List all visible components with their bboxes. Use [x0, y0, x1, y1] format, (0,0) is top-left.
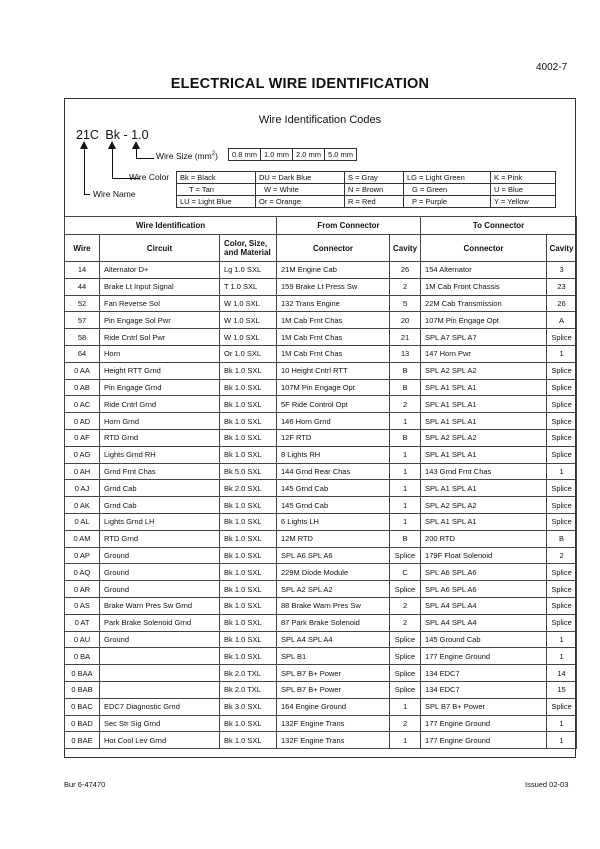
- wire-color-label: Wire Color: [129, 172, 170, 182]
- cell-wire: 0 AJ: [65, 480, 100, 497]
- cell-from-cavity: 1: [390, 446, 421, 463]
- cell-circuit: Height RTT Grnd: [100, 362, 220, 379]
- cell-to-cavity: 3: [547, 262, 577, 279]
- cell-circuit: Ground: [100, 564, 220, 581]
- table-row: [65, 379, 577, 396]
- cell-wire: 57: [65, 312, 100, 329]
- col-header-from-cavity: Cavity: [390, 235, 421, 262]
- table-row: [65, 597, 577, 614]
- cell-color-size: Bk 1.0 SXL: [220, 597, 277, 614]
- cell-color-size: Lg 1.0 SXL: [220, 262, 277, 279]
- cell-to-connector: 134 EDC7: [421, 681, 547, 698]
- cell-from-cavity: 1: [390, 698, 421, 715]
- cell-to-connector: SPL A1 SPL A1: [421, 379, 547, 396]
- cell-from-connector: 132 Trans Engine: [277, 295, 390, 312]
- cell-circuit: Alternator D+: [100, 262, 220, 279]
- cell-wire: 64: [65, 345, 100, 362]
- cell-wire: 44: [65, 278, 100, 295]
- cell-circuit: RTD Grnd: [100, 429, 220, 446]
- cell-circuit: Ground: [100, 631, 220, 648]
- cell-wire: 0 BAA: [65, 665, 100, 682]
- cell-circuit: [100, 648, 220, 665]
- cell-to-connector: SPL A2 SPL A2: [421, 497, 547, 514]
- cell-from-cavity: 2: [390, 396, 421, 413]
- cell-to-connector: SPL A1 SPL A1: [421, 396, 547, 413]
- cell-from-connector: 1M Cab Frnt Chas: [277, 312, 390, 329]
- cell-from-cavity: 20: [390, 312, 421, 329]
- table-row: [65, 631, 577, 648]
- cell-color-size: T 1.0 SXL: [220, 278, 277, 295]
- table-row: [65, 732, 577, 749]
- col-header-wire: Wire: [65, 235, 100, 262]
- cell-from-connector: SPL B7 B+ Power: [277, 665, 390, 682]
- cell-from-cavity: 1: [390, 513, 421, 530]
- cell-from-cavity: B: [390, 362, 421, 379]
- footer-document-number: Bur 6-47470: [64, 780, 106, 789]
- cell-from-connector: 12M RTD: [277, 530, 390, 547]
- table-row: [65, 278, 577, 295]
- group-header-wire-id: Wire Identification: [65, 217, 277, 235]
- cell-to-cavity: Splice: [547, 480, 577, 497]
- cell-to-cavity: 15: [547, 681, 577, 698]
- cell-from-connector: 10 Height Cntrl RTT: [277, 362, 390, 379]
- size-cell: 1.0 mm: [261, 149, 293, 161]
- cell-wire: 0 AD: [65, 413, 100, 430]
- col-header-to-connector: Connector: [421, 235, 547, 262]
- cell-to-connector: 177 Engine Ground: [421, 732, 547, 749]
- cell-to-connector: SPL A4 SPL A4: [421, 614, 547, 631]
- cell-to-connector: SPL A1 SPL A1: [421, 446, 547, 463]
- cell-circuit: Hot Cool Lev Grnd: [100, 732, 220, 749]
- cell-wire: 0 AH: [65, 463, 100, 480]
- col-header-color-size: Color, Size, and Material: [220, 235, 277, 262]
- cell-to-cavity: Splice: [547, 698, 577, 715]
- cell-circuit: [100, 681, 220, 698]
- color-cell: P = Purple: [404, 196, 491, 208]
- cell-circuit: Brake Warn Pres Sw Grnd: [100, 597, 220, 614]
- cell-from-cavity: 2: [390, 597, 421, 614]
- cell-color-size: W 1.0 SXL: [220, 329, 277, 346]
- cell-color-size: Bk 1.0 SXL: [220, 547, 277, 564]
- table-row: [65, 312, 577, 329]
- cell-color-size: Bk 1.0 SXL: [220, 513, 277, 530]
- cell-wire: 0 AK: [65, 497, 100, 514]
- cell-from-cavity: C: [390, 564, 421, 581]
- cell-from-cavity: B: [390, 429, 421, 446]
- cell-to-cavity: Splice: [547, 429, 577, 446]
- cell-color-size: Bk 1.0 SXL: [220, 530, 277, 547]
- cell-color-size: Bk 1.0 SXL: [220, 648, 277, 665]
- cell-wire: 0 BAE: [65, 732, 100, 749]
- cell-from-cavity: 1: [390, 497, 421, 514]
- cell-to-connector: 1M Cab Front Chassis: [421, 278, 547, 295]
- cell-color-size: W 1.0 SXL: [220, 295, 277, 312]
- cell-wire: 0 AS: [65, 597, 100, 614]
- cell-color-size: Bk 1.0 SXL: [220, 497, 277, 514]
- cell-from-connector: 145 Grnd Cab: [277, 480, 390, 497]
- cell-circuit: Pin Engage Grnd: [100, 379, 220, 396]
- cell-circuit: Fan Reverse Sol: [100, 295, 220, 312]
- cell-to-cavity: Splice: [547, 396, 577, 413]
- cell-from-cavity: 13: [390, 345, 421, 362]
- table-row: [65, 715, 577, 732]
- cell-from-cavity: Splice: [390, 665, 421, 682]
- cell-wire: 0 AF: [65, 429, 100, 446]
- cell-from-cavity: 1: [390, 463, 421, 480]
- cell-wire: 0 BAB: [65, 681, 100, 698]
- color-cell: K = Pink: [491, 172, 556, 184]
- cell-to-cavity: 1: [547, 732, 577, 749]
- cell-to-connector: SPL A2 SPL A2: [421, 429, 547, 446]
- size-cell: 0.8 mm: [229, 149, 261, 161]
- cell-circuit: Park Brake Solenoid Grnd: [100, 614, 220, 631]
- cell-from-cavity: 21: [390, 329, 421, 346]
- cell-from-connector: SPL B1: [277, 648, 390, 665]
- color-cell: Bk = Black: [177, 172, 256, 184]
- cell-from-cavity: B: [390, 379, 421, 396]
- cell-from-cavity: Splice: [390, 631, 421, 648]
- cell-to-cavity: 26: [547, 295, 577, 312]
- cell-wire: 0 AA: [65, 362, 100, 379]
- wire-identification-table: [64, 216, 577, 749]
- cell-from-connector: SPL A6 SPL A6: [277, 547, 390, 564]
- arrow-head-size-icon: [132, 141, 140, 149]
- cell-to-cavity: Splice: [547, 581, 577, 598]
- color-cell: U = Blue: [491, 184, 556, 196]
- arrow-head-name-icon: [80, 141, 88, 149]
- cell-from-connector: 229M Diode Module: [277, 564, 390, 581]
- cell-to-cavity: 1: [547, 648, 577, 665]
- table-row: [65, 513, 577, 530]
- cell-color-size: Bk 1.0 SXL: [220, 715, 277, 732]
- cell-color-size: Bk 1.0 SXL: [220, 581, 277, 598]
- cell-wire: 0 AP: [65, 547, 100, 564]
- cell-from-connector: 132F Engine Trans: [277, 732, 390, 749]
- cell-to-cavity: Splice: [547, 379, 577, 396]
- example-name-part: 21C: [76, 128, 99, 142]
- col-header-from-connector: Connector: [277, 235, 390, 262]
- color-cell: S = Gray: [345, 172, 404, 184]
- cell-circuit: Lights Grnd LH: [100, 513, 220, 530]
- cell-wire: 0 AG: [65, 446, 100, 463]
- cell-to-cavity: 23: [547, 278, 577, 295]
- cell-circuit: Grnd Cab: [100, 497, 220, 514]
- cell-from-cavity: 1: [390, 480, 421, 497]
- cell-to-cavity: Splice: [547, 413, 577, 430]
- cell-circuit: Grnd Cab: [100, 480, 220, 497]
- cell-from-connector: SPL A4 SPL A4: [277, 631, 390, 648]
- cell-to-cavity: B: [547, 530, 577, 547]
- cell-to-connector: 177 Engine Ground: [421, 715, 547, 732]
- cell-to-connector: SPL A1 SPL A1: [421, 413, 547, 430]
- cell-to-cavity: 1: [547, 345, 577, 362]
- cell-circuit: Ride Cntrl Grnd: [100, 396, 220, 413]
- color-cell: N = Brown: [345, 184, 404, 196]
- cell-to-connector: 179F Float Solenoid: [421, 547, 547, 564]
- table-row: [65, 614, 577, 631]
- col-header-circuit: Circuit: [100, 235, 220, 262]
- cell-from-cavity: Splice: [390, 547, 421, 564]
- cell-to-connector: 147 Horn Pwr: [421, 345, 547, 362]
- cell-wire: 0 AU: [65, 631, 100, 648]
- cell-to-connector: 143 Grnd Frnt Chas: [421, 463, 547, 480]
- table-row: [65, 429, 577, 446]
- cell-from-cavity: 26: [390, 262, 421, 279]
- cell-to-cavity: A: [547, 312, 577, 329]
- table-row: [65, 698, 577, 715]
- cell-from-cavity: Splice: [390, 648, 421, 665]
- cell-from-cavity: Splice: [390, 581, 421, 598]
- cell-to-cavity: 1: [547, 463, 577, 480]
- cell-from-connector: 107M Pin Engage Opt: [277, 379, 390, 396]
- cell-to-cavity: 14: [547, 665, 577, 682]
- cell-wire: 0 AR: [65, 581, 100, 598]
- cell-to-connector: 154 Alternator: [421, 262, 547, 279]
- cell-wire: 0 AC: [65, 396, 100, 413]
- cell-from-connector: 144 Grnd Rear Chas: [277, 463, 390, 480]
- cell-from-connector: 132F Engine Trans: [277, 715, 390, 732]
- example-size-part: 1.0: [131, 128, 149, 142]
- arrow-size-stem: [136, 148, 137, 158]
- cell-wire: 14: [65, 262, 100, 279]
- arrow-color-stem: [112, 148, 113, 178]
- cell-from-cavity: 2: [390, 614, 421, 631]
- arrow-name-line: [84, 194, 90, 195]
- table-row: [65, 480, 577, 497]
- cell-to-cavity: 1: [547, 715, 577, 732]
- cell-to-connector: 145 Ground Cab: [421, 631, 547, 648]
- wire-code-legend: [64, 98, 576, 216]
- table-row: [65, 446, 577, 463]
- color-cell: Y = Yellow: [491, 196, 556, 208]
- cell-from-connector: 1M Cab Frnt Chas: [277, 329, 390, 346]
- color-cell: T = Tan: [177, 184, 256, 196]
- group-header-from: From Connector: [277, 217, 421, 235]
- cell-from-connector: 146 Horn Grnd: [277, 413, 390, 430]
- cell-to-cavity: Splice: [547, 564, 577, 581]
- cell-wire: 0 BA: [65, 648, 100, 665]
- cell-wire: 52: [65, 295, 100, 312]
- cell-wire: 0 AB: [65, 379, 100, 396]
- cell-circuit: Brake Lt Input Signal: [100, 278, 220, 295]
- table-row: [65, 581, 577, 598]
- table-row: [65, 681, 577, 698]
- size-cell: 5.0 mm: [325, 149, 357, 161]
- table-row: [65, 362, 577, 379]
- color-cell: LG = Light Green: [404, 172, 491, 184]
- cell-from-connector: 6 Lights LH: [277, 513, 390, 530]
- wire-size-sup: 2: [211, 151, 216, 158]
- cell-circuit: Ground: [100, 547, 220, 564]
- wire-size-label: Wire Size $(mm^2)$: [156, 151, 218, 161]
- cell-from-cavity: 2: [390, 715, 421, 732]
- cell-to-cavity: Splice: [547, 446, 577, 463]
- cell-to-connector: 177 Engine Ground: [421, 648, 547, 665]
- cell-color-size: Bk 3.0 SXL: [220, 698, 277, 715]
- cell-color-size: Bk 2.0 SXL: [220, 480, 277, 497]
- wire-name-label: Wire Name: [93, 189, 136, 199]
- cell-from-connector: 145 Grnd Cab: [277, 497, 390, 514]
- color-cell: LU = Light Blue: [177, 196, 256, 208]
- table-row: [65, 463, 577, 480]
- cell-circuit: Grnd Frnt Chas: [100, 463, 220, 480]
- cell-to-cavity: Splice: [547, 362, 577, 379]
- cell-wire: 0 AM: [65, 530, 100, 547]
- arrow-size-line: [136, 158, 154, 159]
- cell-from-connector: 87 Park Brake Solenoid: [277, 614, 390, 631]
- group-header-to: To Connector: [421, 217, 577, 235]
- cell-from-connector: 1M Cab Frnt Chas: [277, 345, 390, 362]
- cell-from-cavity: Splice: [390, 681, 421, 698]
- cell-from-connector: 12F RTD: [277, 429, 390, 446]
- cell-from-cavity: B: [390, 530, 421, 547]
- cell-to-connector: 22M Cab Transmission: [421, 295, 547, 312]
- table-row: [65, 413, 577, 430]
- table-row: [65, 497, 577, 514]
- table-row: [65, 262, 577, 279]
- legend-title: Wire Identification Codes: [258, 114, 382, 126]
- cell-from-cavity: 1: [390, 413, 421, 430]
- cell-from-connector: 8 Lights RH: [277, 446, 390, 463]
- cell-to-cavity: 2: [547, 547, 577, 564]
- cell-to-cavity: 1: [547, 631, 577, 648]
- page-title: ELECTRICAL WIRE IDENTIFICATION: [170, 76, 430, 92]
- cell-to-connector: SPL B7 B+ Power: [421, 698, 547, 715]
- cell-to-cavity: Splice: [547, 513, 577, 530]
- cell-to-cavity: Splice: [547, 597, 577, 614]
- cell-color-size: Bk 1.0 SXL: [220, 631, 277, 648]
- cell-from-connector: 21M Engine Cab: [277, 262, 390, 279]
- table-row: [65, 530, 577, 547]
- table-row: [65, 295, 577, 312]
- page-number: 4002-7: [536, 62, 568, 73]
- arrow-name-stem: [84, 148, 85, 194]
- cell-circuit: EDC7 Diagnostic Grnd: [100, 698, 220, 715]
- cell-to-connector: SPL A4 SPL A4: [421, 597, 547, 614]
- cell-from-connector: SPL B7 B+ Power: [277, 681, 390, 698]
- color-cell: G = Green: [404, 184, 491, 196]
- color-cell: Or = Orange: [256, 196, 345, 208]
- color-cell: R = Red: [345, 196, 404, 208]
- cell-color-size: Bk 1.0 SXL: [220, 446, 277, 463]
- cell-circuit: [100, 665, 220, 682]
- cell-to-connector: SPL A6 SPL A6: [421, 581, 547, 598]
- color-cell: DU = Dark Blue: [256, 172, 345, 184]
- cell-color-size: Bk 2.0 TXL: [220, 681, 277, 698]
- cell-color-size: Bk 1.0 SXL: [220, 564, 277, 581]
- cell-color-size: Bk 1.0 SXL: [220, 614, 277, 631]
- cell-to-connector: SPL A2 SPL A2: [421, 362, 547, 379]
- cell-to-cavity: Splice: [547, 497, 577, 514]
- table-row: [65, 329, 577, 346]
- cell-color-size: Or 1.0 SXL: [220, 345, 277, 362]
- cell-circuit: Pin Engage Sol Pwr: [100, 312, 220, 329]
- cell-from-connector: 164 Engine Ground: [277, 698, 390, 715]
- cell-color-size: Bk 1.0 SXL: [220, 429, 277, 446]
- cell-color-size: Bk 1.0 SXL: [220, 396, 277, 413]
- cell-circuit: Horn: [100, 345, 220, 362]
- wire-color-table: [176, 171, 556, 208]
- cell-to-connector: 200 RTD: [421, 530, 547, 547]
- cell-from-cavity: 2: [390, 278, 421, 295]
- cell-circuit: Horn Grnd: [100, 413, 220, 430]
- cell-color-size: Bk 1.0 SXL: [220, 732, 277, 749]
- footer-issue-date: Issued 02-03: [525, 780, 569, 789]
- cell-color-size: Bk 1.0 SXL: [220, 379, 277, 396]
- cell-to-connector: SPL A1 SPL A1: [421, 480, 547, 497]
- cell-to-connector: 107M Pin Engage Opt: [421, 312, 547, 329]
- cell-color-size: Bk 1.0 SXL: [220, 362, 277, 379]
- cell-color-size: Bk 2.0 TXL: [220, 665, 277, 682]
- cell-from-connector: 88 Brake Warn Pres Sw: [277, 597, 390, 614]
- cell-to-cavity: Splice: [547, 614, 577, 631]
- cell-circuit: Sec Str Sig Grnd: [100, 715, 220, 732]
- cell-circuit: RTD Grnd: [100, 530, 220, 547]
- cell-wire: 0 BAC: [65, 698, 100, 715]
- arrow-head-color-icon: [108, 141, 116, 149]
- cell-wire: 0 AL: [65, 513, 100, 530]
- cell-wire: 0 AT: [65, 614, 100, 631]
- cell-to-connector: SPL A1 SPL A1: [421, 513, 547, 530]
- example-color-part: Bk: [105, 128, 121, 142]
- table-row: [65, 547, 577, 564]
- cell-wire: 0 BAD: [65, 715, 100, 732]
- cell-color-size: Bk 1.0 SXL: [220, 413, 277, 430]
- size-cell: 2.0 mm: [293, 149, 325, 161]
- table-row: [65, 564, 577, 581]
- table-row: [65, 396, 577, 413]
- cell-to-connector: 134 EDC7: [421, 665, 547, 682]
- cell-from-cavity: 1: [390, 732, 421, 749]
- table-row: [65, 648, 577, 665]
- cell-circuit: Lights Grnd RH: [100, 446, 220, 463]
- wire-size-table: [228, 148, 357, 161]
- cell-from-connector: 5F Ride Control Opt: [277, 396, 390, 413]
- cell-from-connector: 159 Brake Lt Press Sw: [277, 278, 390, 295]
- cell-to-connector: SPL A6 SPL A6: [421, 564, 547, 581]
- cell-circuit: Ground: [100, 581, 220, 598]
- table-row: [65, 665, 577, 682]
- cell-color-size: W 1.0 SXL: [220, 312, 277, 329]
- cell-from-connector: SPL A2 SPL A2: [277, 581, 390, 598]
- cell-wire: 0 AQ: [65, 564, 100, 581]
- cell-from-cavity: 5: [390, 295, 421, 312]
- example-separator: -: [123, 128, 128, 142]
- col-header-to-cavity: Cavity: [547, 235, 577, 262]
- code-example: [76, 128, 149, 142]
- table-row: [65, 345, 577, 362]
- cell-to-cavity: Splice: [547, 329, 577, 346]
- cell-color-size: Bk 5.0 SXL: [220, 463, 277, 480]
- cell-wire: 58: [65, 329, 100, 346]
- color-cell: W = White: [256, 184, 345, 196]
- cell-circuit: Ride Cntrl Sol Pwr: [100, 329, 220, 346]
- cell-to-connector: SPL A7 SPL A7: [421, 329, 547, 346]
